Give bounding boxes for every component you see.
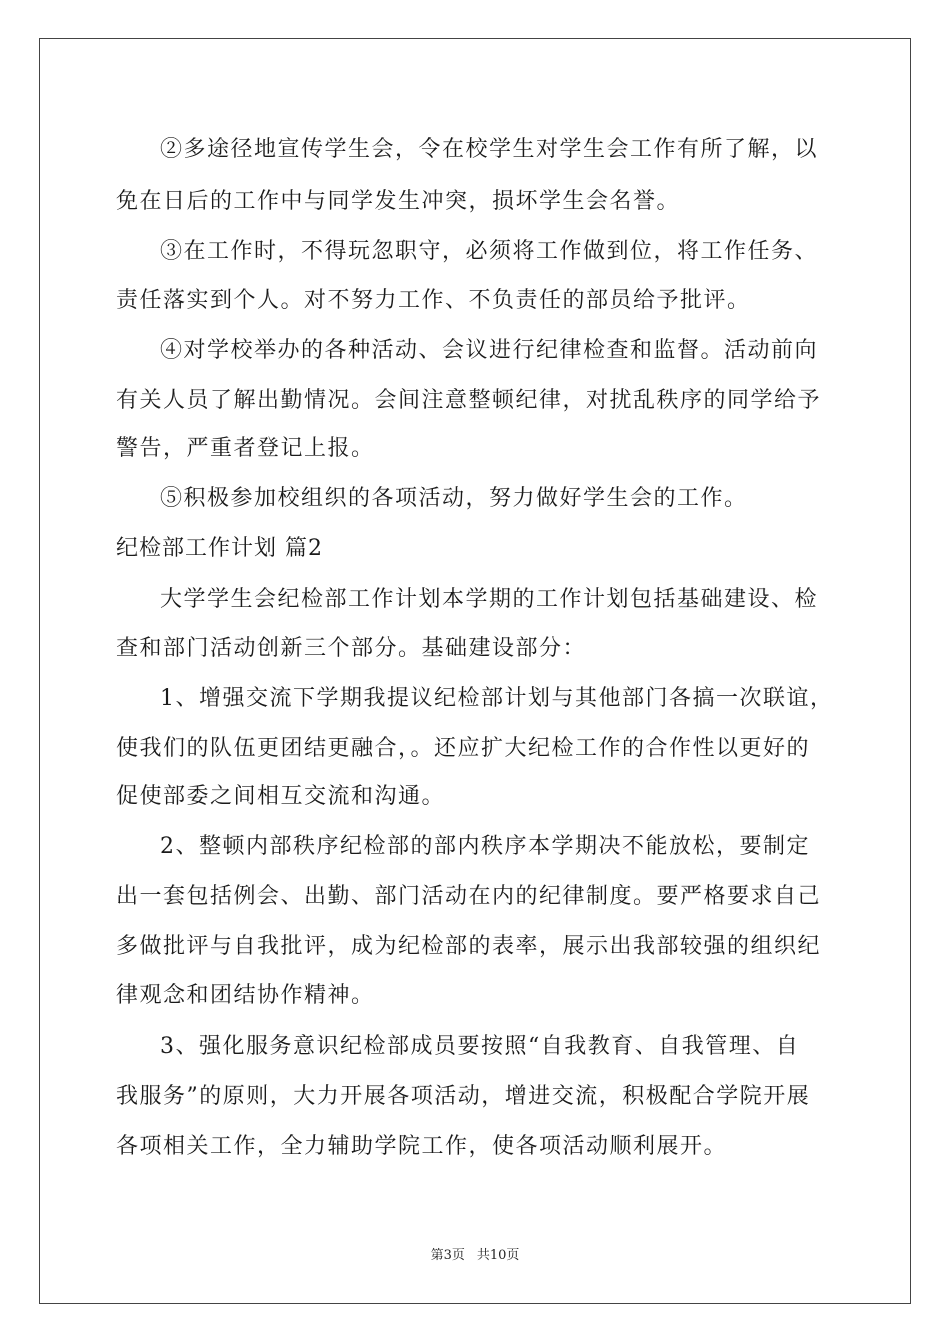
text-line: 使我们的队伍更团结更融合，。还应扩大纪检工作的合作性以更好的 — [116, 736, 811, 761]
page-number: 第3页 — [430, 1248, 465, 1263]
page-footer — [0, 1247, 950, 1265]
text-line: 有关人员了解出勤情况。会间注意整顿纪律，对扰乱秩序的同学给予 — [116, 388, 822, 413]
text-line: ⑤积极参加校组织的各项活动，努力做好学生会的工作。 — [160, 486, 748, 511]
text-line: 各项相关工作，全力辅助学院工作，使各项活动顺利展开。 — [116, 1134, 728, 1159]
page-border — [39, 38, 911, 1304]
text-line: 促使部委之间相互交流和沟通。 — [116, 784, 446, 809]
section-heading: 纪检部工作计划 篇2 — [116, 536, 323, 561]
text-line: ②多途径地宣传学生会，令在校学生对学生会工作有所了解，以 — [160, 137, 819, 162]
text-line: 警告，严重者登记上报。 — [116, 436, 375, 461]
text-line: 我服务”的原则，大力开展各项活动，增进交流，积极配合学院开展 — [116, 1084, 811, 1109]
text-line: 免在日后的工作中与同学发生冲突，损坏学生会名誉。 — [116, 189, 681, 214]
text-line: 大学学生会纪检部工作计划本学期的工作计划包括基础建设、检 — [160, 587, 819, 612]
text-line: ④对学校举办的各种活动、会议进行纪律检查和监督。活动前向 — [160, 338, 819, 363]
text-line: 律观念和团结协作精神。 — [116, 983, 375, 1008]
page-total: 共10页 — [476, 1248, 520, 1263]
text-line: 2、整顿内部秩序纪检部的部内秩序本学期决不能放松，要制定 — [160, 834, 810, 859]
text-line: 责任落实到个人。对不努力工作、不负责任的部员给予批评。 — [116, 288, 751, 313]
text-line: 多做批评与自我批评，成为纪检部的表率，展示出我部较强的组织纪 — [116, 934, 822, 959]
text-line: 查和部门活动创新三个部分。基础建设部分： — [116, 636, 587, 661]
text-line: 出一套包括例会、出勤、部门活动在内的纪律制度。要严格要求自己 — [116, 884, 822, 909]
text-line: 1、增强交流下学期我提议纪检部计划与其他部门各搞一次联谊， — [160, 686, 834, 711]
text-line: ③在工作时，不得玩忽职守，必须将工作做到位，将工作任务、 — [160, 239, 819, 264]
text-line: 3、强化服务意识纪检部成员要按照“自我教育、自我管理、自 — [160, 1034, 800, 1059]
